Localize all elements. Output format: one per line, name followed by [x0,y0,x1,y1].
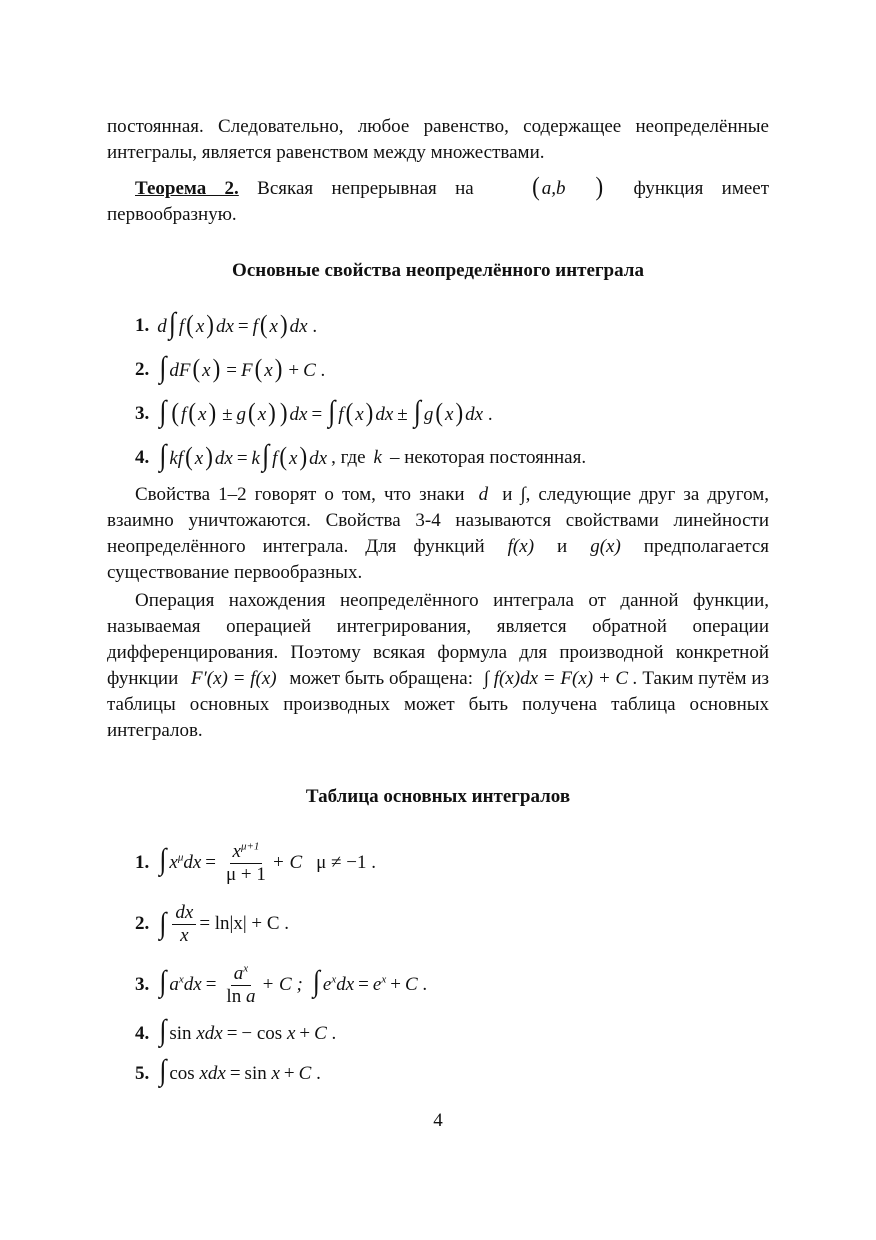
property-number: 4. [135,447,150,468]
text-segment: может быть обращена: [289,668,473,689]
integral-5 [107,1054,769,1094]
math-g: g(x) [590,536,621,557]
integral-number: 1. [135,852,150,873]
integral-lhs: ∫ $x^\mu dx$ = [159,842,216,877]
page-number: 4 [433,1110,443,1131]
page-content [107,114,769,1094]
property-number: 3. [135,403,150,424]
property-3 [107,392,769,436]
integral-number: 5. [135,1063,150,1084]
property-2 [107,348,769,392]
theorem-interval: ( a,b ) [532,172,604,201]
property-formula: d∫ f( x) dx = f( x) dx . [157,306,318,341]
property-tail: – некоторая постоянная. [389,447,587,468]
properties-explanation [107,482,769,586]
properties-title: Основные свойства неопределённого интеграла [232,260,644,281]
property-4 [107,436,769,480]
text-segment: и [557,536,568,557]
text-segment: Свойства 1–2 говорят о том, что знаки [135,484,465,505]
text-segment: Операция нахождения неопределённого интеграла от данной функции, называемая операцией интегрирования, является обратной операции дифференцирования. Поэтому всякая формула для производной конкретной функции [107,590,769,689]
integral-fraction: $\frac{dx}{x}$ [172,902,196,947]
integral-number: 3. [135,974,150,995]
theorem-label: Теорема 2. [135,178,239,199]
integral-rest: = ln|x| + C . [199,913,290,934]
property-formula: ∫ kf( x) dx = k∫ f( x) dx [159,438,328,473]
integral-rest: + C [271,852,303,873]
math-derivative: F′(x) = f(x) [191,668,277,689]
property-var: k [373,447,382,468]
table-title: Таблица основных интегралов [305,786,571,807]
theorem-text-end: функция имеет первообразную. [107,178,770,225]
integral-2 [107,892,769,956]
integral-number: 2. [135,913,150,934]
integral-3 [107,956,769,1014]
property-suffix: , где [331,447,366,468]
intro-paragraph: постоянная. Следовательно, любое равенство, содержащее неопределённые интегралы, является равенством между множествами. [107,116,769,163]
property-formula: ∫ dF( x) = F( x) + C . [159,350,326,385]
integral-rest: + C ; [261,974,303,995]
integral-formula: ∫ cos xdx = sin x + C . [159,1053,321,1088]
property-number: 1. [135,315,150,336]
math-f-x: f(x) [507,536,535,557]
integral-number: 4. [135,1023,150,1044]
integral-4 [107,1014,769,1054]
theorem-text-start: Всякая непрерывная на [257,178,474,199]
integral-condition: μ ≠ −1 . [316,852,376,873]
math-d: d [478,484,489,505]
integral-fraction: $\frac{x^{\mu+1}}{\mu + 1}$ [226,840,266,885]
integral-fraction: $\frac{a^x}{\text{ln a}}$ [226,962,256,1007]
integral-formula: ∫ sin xdx = − cos x + C . [159,1013,337,1048]
theorem-2 [107,174,769,228]
integral-second: ∫ $e^xdx = e^x + C$ . [312,964,428,999]
text-segment: предполагается существование первообразных. [107,536,770,583]
integral-lhs: ∫ $a^xdx$ = [159,964,217,999]
text-segment: и ∫, следующие друг за другом, взаимно уничтожаются. Свойства 3-4 называются свойствами линейности неопределённого интеграла. Для функций [107,484,770,557]
math-integral: ∫ f(x)dx = F(x) + C . [483,668,638,689]
property-formula: ∫ ( f( x) ± g( x) ) dx = ∫ f( x) dx ± ∫ g( x) dx . [159,394,493,429]
integral-sign: ∫ [159,906,167,941]
property-number: 2. [135,359,150,380]
text-segment: Таким путём из таблицы основных производных может быть получена таблица основных интегралов. [107,668,770,741]
operation-paragraph [107,588,769,744]
integral-1 [107,834,769,892]
property-1 [107,304,769,348]
